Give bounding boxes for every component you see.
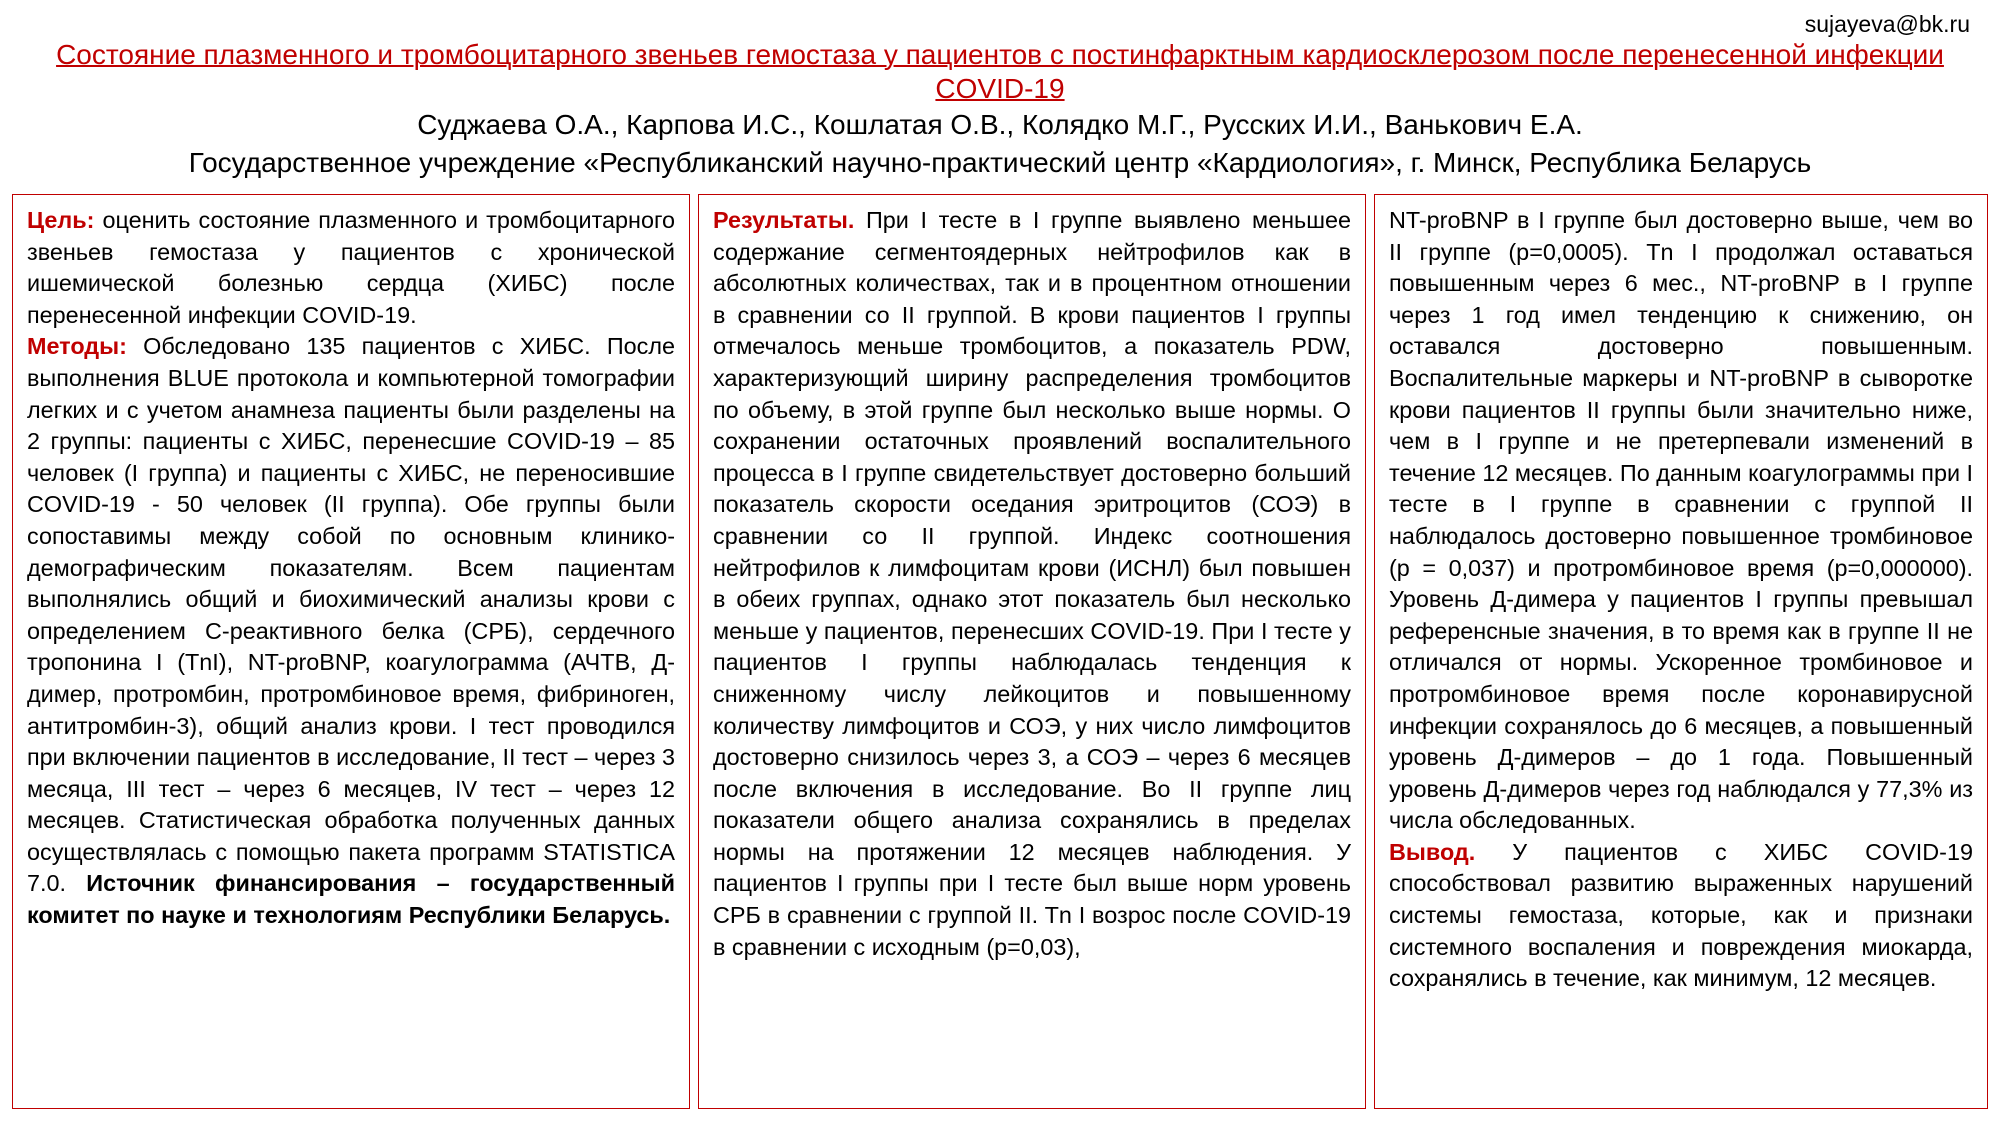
results-continued-text: NT-proBNP в I группе был достоверно выше, чем во II группе (p=0,0005). Tn I продолжал оставаться повышенным через 6 мес., NT-proBNP в I группе через 1 год имел тенденцию к снижению, он оставался достоверно повышенным. Воспалительные маркеры и NT-proBNP в сыворотке крови пациентов II группы были значительно ниже, чем в I группе и не претерпевали изменений в течение 12 месяцев. По данным коагулограммы при I тесте в I группе в сравнении с группой II наблюдалось достоверно повышенное тромбиновое (p = 0,037) и протромбиновое время (p=0,000000). Уровень Д-димера у пациентов I группы превышал референсные значения, в то время как в группе II не отличался от нормы. Ускоренное тромбиновое и протромбиновое время после коронавирусной инфекции сохранялось до 6 месяцев, а повышенный уровень Д-димеров – до 1 года. Повышенный уровень Д-димеров через год наблюдался у 77,3% из числа обследованных.: [1389, 207, 1974, 834]
column-goal-methods: [12, 194, 690, 1109]
column-results: [698, 194, 1366, 1109]
goal-paragraph: [27, 205, 675, 331]
results-heading: Результаты.: [713, 207, 855, 233]
methods-heading: Методы:: [27, 333, 127, 360]
methods-paragraph: [27, 331, 675, 931]
column-results-conclusion: [1374, 194, 1988, 1109]
conclusion-heading: Вывод.: [1389, 838, 1476, 865]
author-list: Суджаева О.А., Карпова И.С., Кошлатая О.В., Колядко М.Г., Русских И.И., Ванькович Е.А.: [417, 109, 1583, 140]
institution-affiliation: Государственное учреждение «Республиканский научно-практический центр «Кардиология», г. Минск, Республика Беларусь: [188, 147, 1812, 178]
conclusion-text: У пациентов с ХИБС COVID-19 способствовал развитию выраженных нарушений системы гемостаза, которые, как и признаки системного воспаления и повреждения миокарда, сохранялись в течение, как минимум, 12 месяцев.: [1389, 838, 1973, 992]
results-continued-paragraph: [1389, 205, 1973, 837]
conclusion-paragraph: [1389, 837, 1973, 995]
author-email: sujayeva@bk.ru: [1804, 11, 1970, 37]
results-text: При I тесте в I группе выявлено меньшее содержание сегментоядерных нейтрофилов как в абсолютных количествах, так и в процентном отношении в сравнении со II группой. В крови пациентов I группы отмечалось меньше тромбоцитов, а показатель PDW, характеризующий ширину распределения тромбоцитов по объему, в этой группе был несколько выше нормы. О сохранении остаточных проявлений воспалительного процесса в I группе свидетельствует достоверно больший показатель скорости оседания эритроцитов (СОЭ) в сравнении со II группой. Индекс соотношения нейтрофилов к лимфоцитам крови (ИСНЛ) был повышен в обеих группах, однако этот показатель был несколько меньше у пациентов, перенесших COVID-19. При I тесте у пациентов I группы наблюдалась тенденция к сниженному числу лейкоцитов и повышенному количеству лимфоцитов и СОЭ, у них число лимфоцитов достоверно снизилось через 3, а СОЭ – через 6 месяцев после включения в исследование. Во II группе лиц показатели общего анализа сохранялись в пределах нормы на протяжении 12 месяцев наблюдения. У пациентов I группы при I тесте был выше норм уровень СРБ в сравнении с группой II. Tn I возрос после COVID-19 в сравнении с исходным (p=0,03),: [713, 207, 1351, 960]
results-paragraph: [713, 205, 1351, 963]
funding-text: Источник финансирования – государственный комитет по науке и технологиям Республики Беларусь.: [27, 870, 675, 929]
poster-title: Состояние плазменного и тромбоцитарного звеньев гемостаза у пациентов с постинфарктным кардиосклерозом после перенесенной инфекции COVID-19: [56, 39, 1944, 104]
goal-heading: Цель:: [27, 207, 95, 233]
methods-text: Обследовано 135 пациентов с ХИБС. После выполнения BLUE протокола и компьютерной томографии легких и с учетом анамнеза пациенты были разделены на 2 группы: пациенты с ХИБС, перенесшие COVID-19 – 85 человек (I группа) и пациенты с ХИБС, не переносившие COVID-19 - 50 человек (II группа). Обе группы были сопоставимы между собой по основным клинико-демографическим показателям. Всем пациентам выполнялись общий и биохимический анализы крови с определением С-реактивного белка (СРБ), сердечного тропонина I (TnI), NT-proBNP, коагулограмма (АЧТВ, Д-димер, протромбин, протромбиновое время, фибриноген, антитромбин-3), общий анализ крови. I тест проводился при включении пациентов в исследование, II тест – через 3 месяца, III тест – через 6 месяцев, IV тест – через 12 месяцев. Статистическая обработка полученных данных осуществлялась с помощью пакета программ STATISTICA 7.0.: [27, 333, 675, 897]
goal-text: оценить состояние плазменного и тромбоцитарного звеньев гемостаза у пациентов с хронической ишемической болезнью сердца (ХИБС) после перенесенной инфекции COVID-19.: [27, 207, 675, 328]
